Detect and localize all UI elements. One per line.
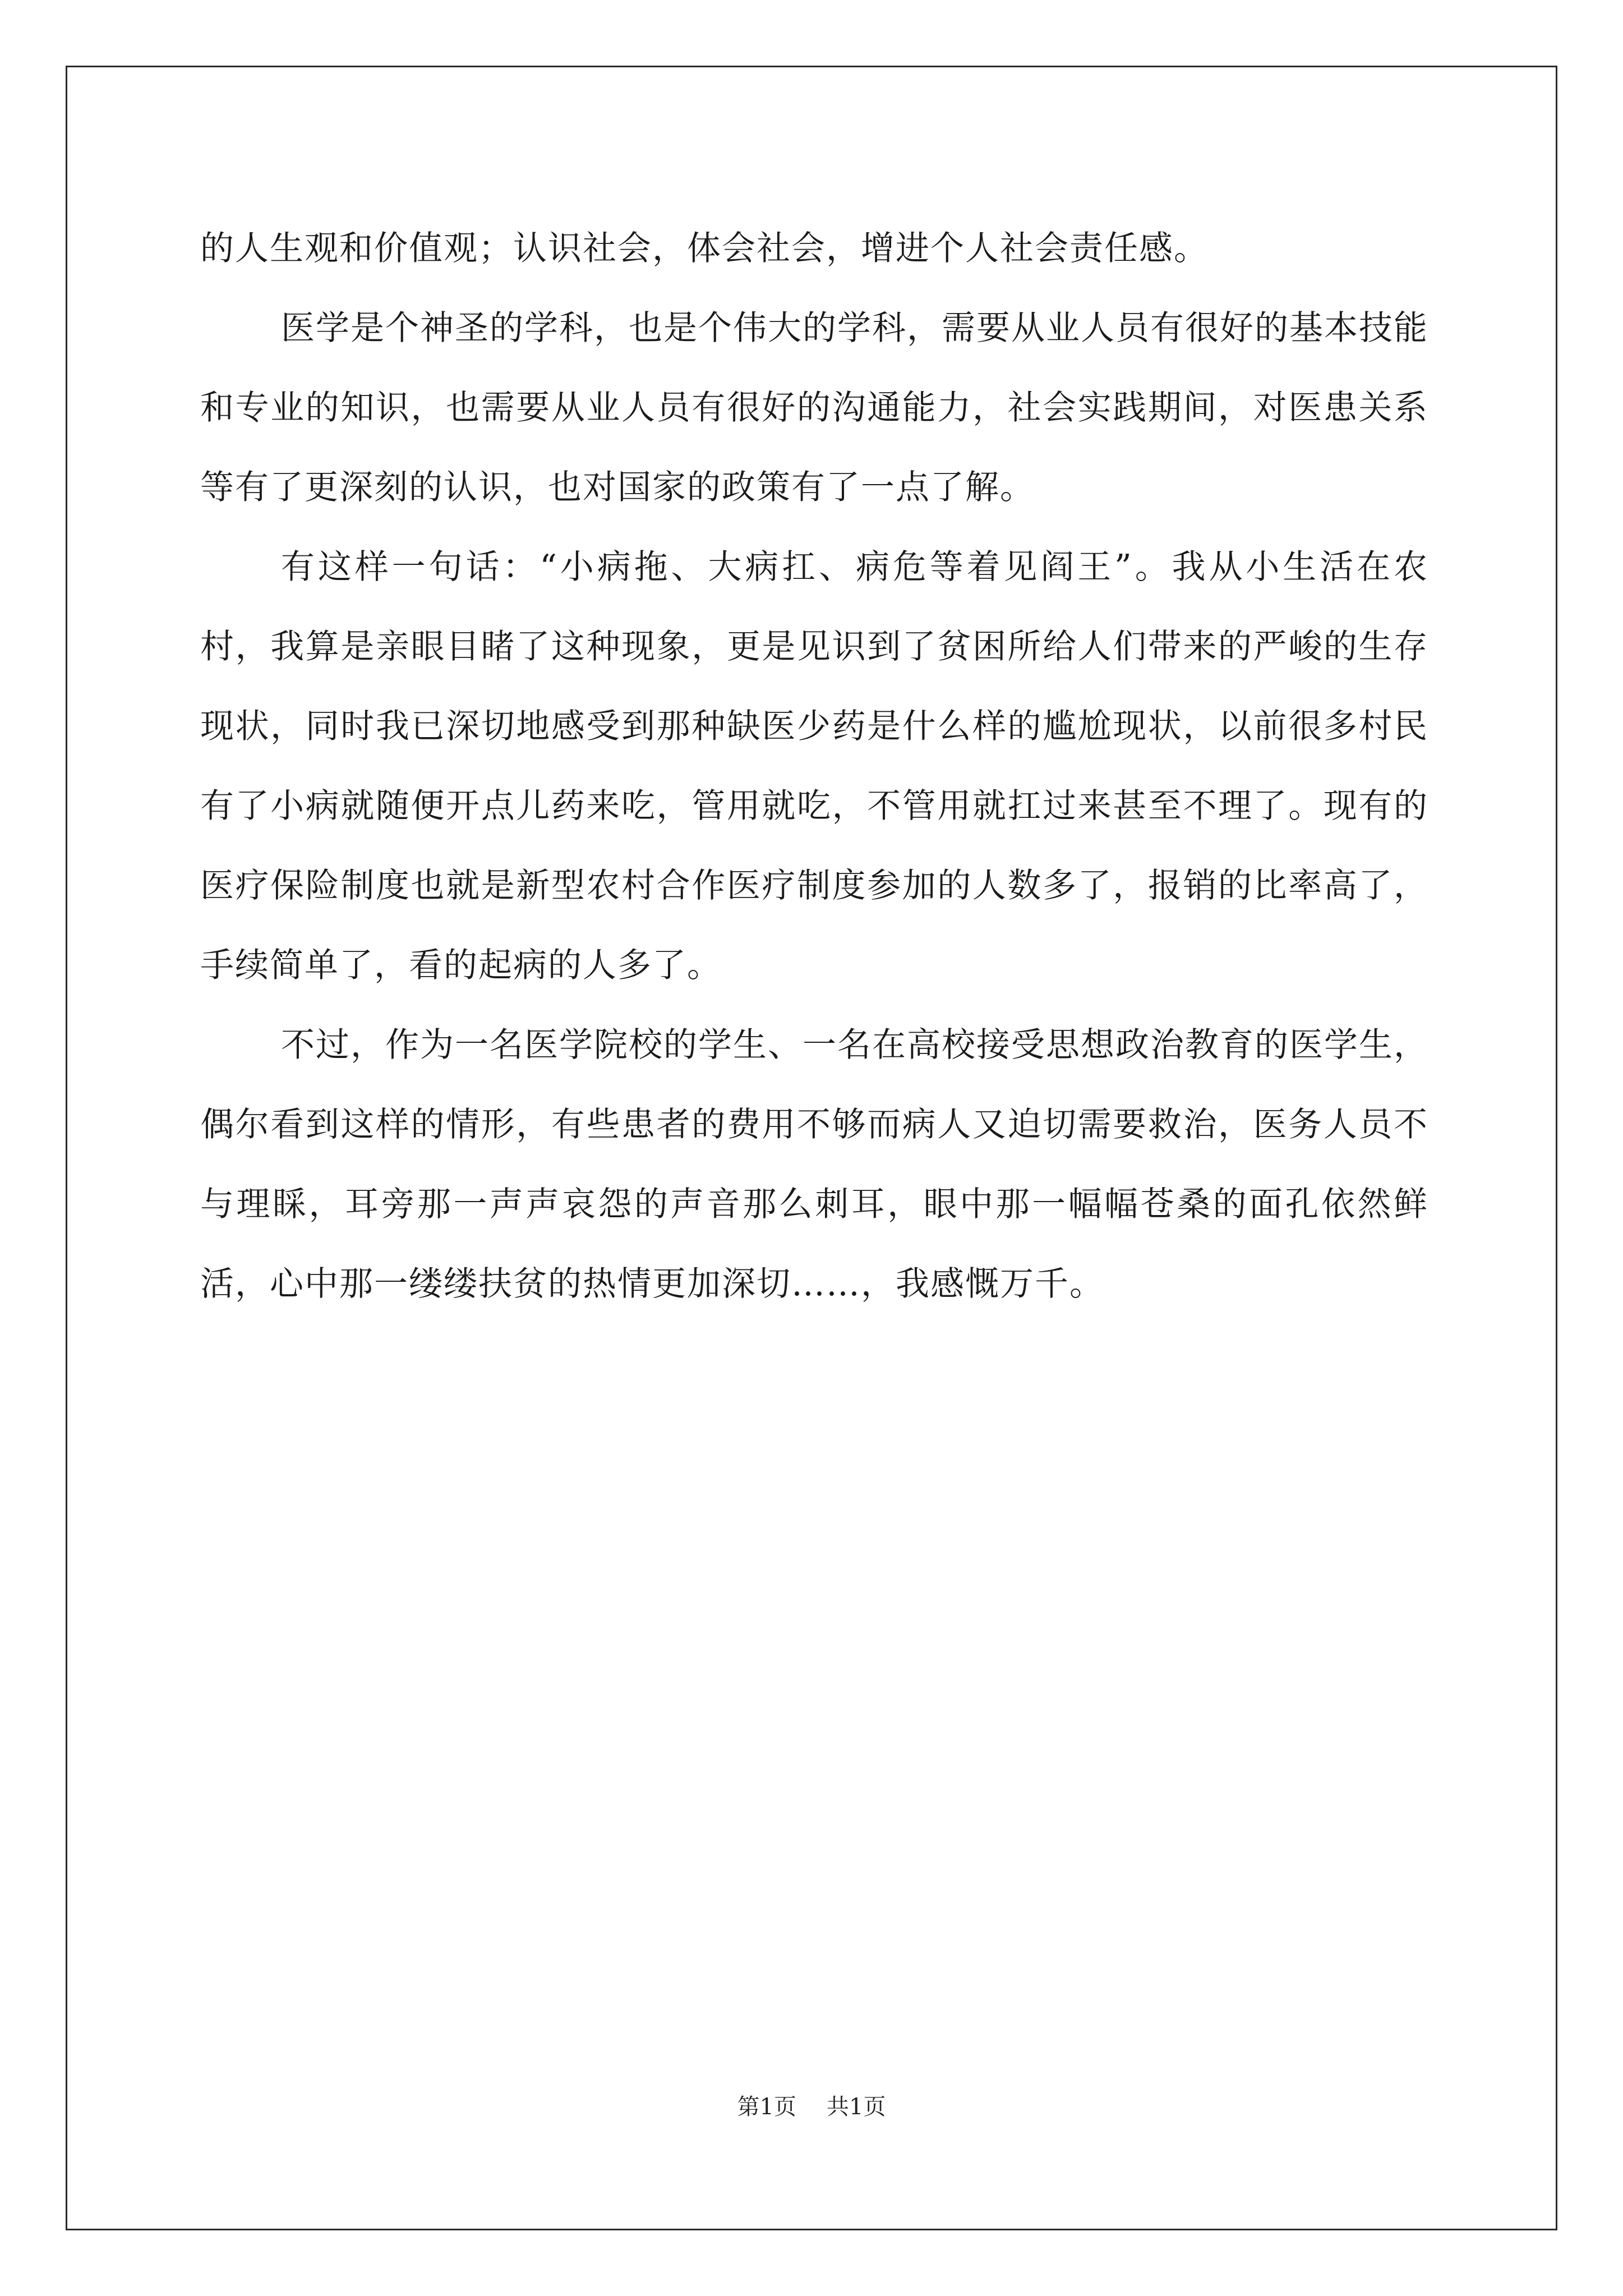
page-footer bbox=[0, 2093, 1623, 2121]
document-body bbox=[200, 209, 1428, 1324]
page-number-total: 共1页 bbox=[827, 2094, 886, 2120]
page-number-current: 第1页 bbox=[737, 2094, 796, 2120]
paragraph-4: 不过，作为一名医学院校的学生、一名在高校接受思想政治教育的医学生，偶尔看到这样的情形，有些患者的费用不够而病人又迫切需要救治，医务人员不与理睬，耳旁那一声声哀怨的声音那么刺耳，眼中那一幅幅苍桑的面孔依然鲜活，心中那一缕缕扶贫的热情更加深切……，我感慨万千。 bbox=[200, 1025, 1428, 1304]
paragraph-2: 医学是个神圣的学科，也是个伟大的学科，需要从业人员有很好的基本技能和专业的知识，也需要从业人员有很好的沟通能力，社会实践期间，对医患关系等有了更深刻的认识，也对国家的政策有了一点了解。 bbox=[200, 309, 1428, 507]
paragraph-1: 的人生观和价值观；认识社会，体会社会，增进个人社会责任感。 bbox=[200, 229, 1209, 268]
paragraph-3: 有这样一句话：“小病拖、大病扛、病危等着见阎王”。我从小生活在农村，我算是亲眼目睹了这种现象，更是见识到了贫困所给人们带来的严峻的生存现状，同时我已深切地感受到那种缺医少药是什么样的尴尬现状，以前很多村民有了小病就随便开点儿药来吃，管用就吃，不管用就扛过来甚至不理了。现有的医疗保险制度也就是新型农村合作医疗制度参加的人数多了，报销的比率高了，手续简单了，看的起病的人多了。 bbox=[200, 547, 1428, 985]
